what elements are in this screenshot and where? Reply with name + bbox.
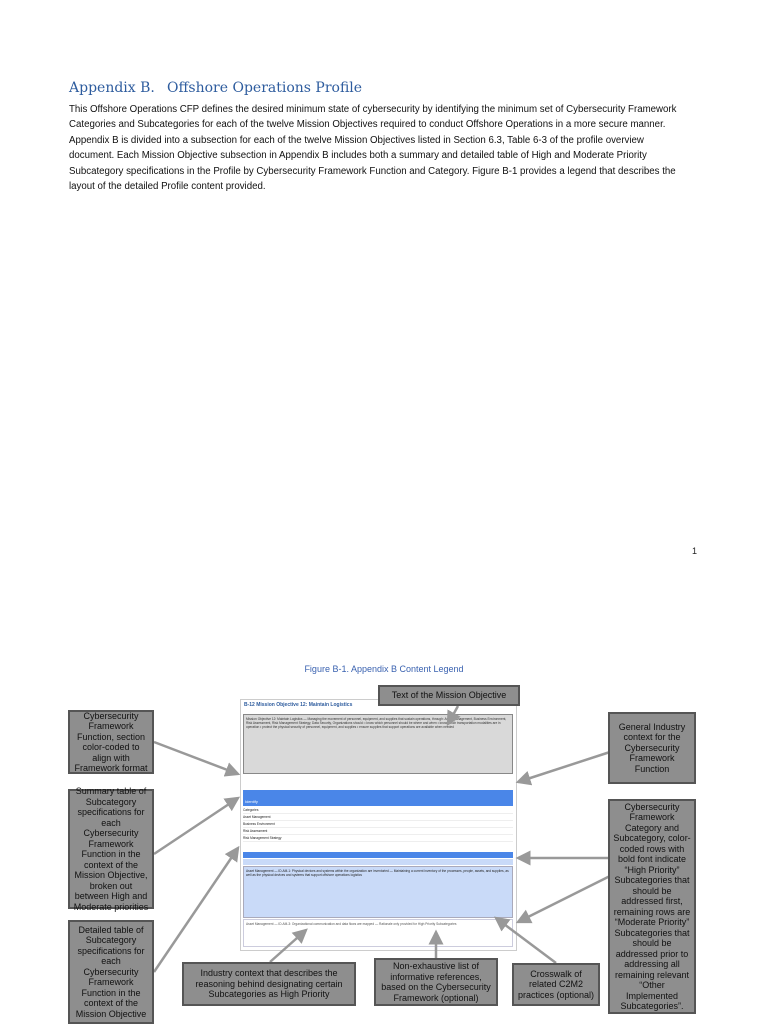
mini-summary-row: Business Environment — [243, 821, 513, 828]
mini-detail-row-moderate: Asset Management — ID.AM-3: Organizational communication and data flows are mapped — Rationale only provided for High Priority Subcategories — [243, 919, 513, 947]
appendix-heading — [69, 80, 362, 96]
mini-title: B-12 Mission Objective 12: Maintain Logistics — [244, 702, 353, 708]
callout-summary-table: Summary table of Subcategory specifications for each Cybersecurity Framework Function in the context of the Mission Objective, broken out between High and Moderate priorities — [68, 789, 154, 909]
callout-general-context: General Industry context for the Cybersecurity Framework Function — [608, 712, 696, 784]
figure-caption: Figure B-1. Appendix B Content Legend — [304, 664, 464, 674]
mini-summary-row: Categories — [243, 807, 513, 814]
mini-summary-row: Asset Management — [243, 814, 513, 821]
callout-category-rows: Cybersecurity Framework Category and Subcategory, color-coded rows with bold font indicate “High Priority” Subcategories that should be addressed first, remaining rows are “Moderate Priority” Subcategories that should be addressed prior to addressing all remaining relevant “Other Implemented Subcategories”. — [608, 799, 696, 1014]
callout-mission-text: Text of the Mission Objective — [378, 685, 520, 706]
mini-summary-row: Risk Management Strategy — [243, 835, 513, 842]
callout-industry-context: Industry context that describes the reasoning behind designating certain Subcategories as High Priority — [182, 962, 356, 1006]
intro-paragraph: This Offshore Operations CFP defines the desired minimum state of cybersecurity by identifying the minimum set of Cybersecurity Framework Categories and Subcategories for each of the twelve Mission Objectives required to conduct Offshore Operations in a more secure manner. Appendix B is divided into a subsection for each of the twelve Mission Objectives listed in Section 6.3, Table 6-3 of the profile overview document. Each Mission Objective subsection in Appendix B includes both a summary and detailed table of High and Moderate Priority Subcategory specifications in the Profile by Cybersecurity Framework Function and Category. Figure B-1 provides a legend that describes the layout of the detailed Profile content provided. — [69, 104, 677, 193]
mini-detail-row-high: Asset Management — ID.AM-1: Physical devices and systems within the organization are inventoried — Maintaining a current inventory of the processes, people, assets, and supplies, as well as the physical devices and systems that support offshore operations logistics — [243, 866, 513, 918]
page-number: 1 — [692, 546, 698, 556]
content-legend-figure — [0, 690, 768, 1024]
mini-identify-label: Identify — [245, 799, 258, 804]
mini-summary-row: Risk Assessment — [243, 828, 513, 835]
callout-detailed-table: Detailed table of Subcategory specifications for each Cybersecurity Framework Function in the context of the Mission Objective — [68, 920, 154, 1024]
mini-objective-box: Mission Objective 12: Maintain Logistics — Managing the movement of personnel, equipment, and supplies that sustain operations, through: Asset Management, Business Environment, Risk Assessment, Risk Management Strategy, Data Security, Organizations should: • know which personnel should be where and when • know which transportation modalities are in operation • protect the physical security of personnel, equipment, and supplies • ensure supplies that support operations are available when needed — [243, 714, 513, 774]
callout-function-section: Cybersecurity Framework Function, section color-coded to align with Framework format — [68, 710, 154, 774]
callout-c2m2-crosswalk: Crosswalk of related C2M2 practices (optional) — [512, 963, 600, 1006]
callout-informative-references: Non-exhaustive list of informative references, based on the Cybersecurity Framework (optional) — [374, 958, 498, 1006]
appendix-number: Appendix B. — [69, 80, 155, 96]
appendix-title: Offshore Operations Profile — [167, 80, 363, 96]
